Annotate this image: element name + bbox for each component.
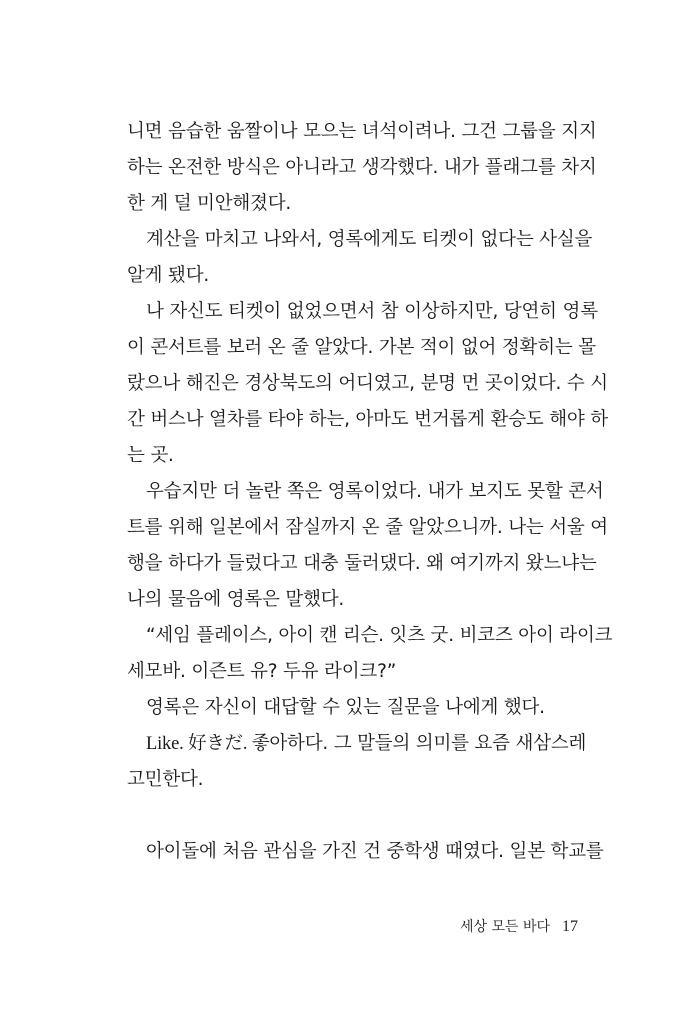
- text-line: 니면 음습한 움짤이나 모으는 녀석이려나. 그건 그룹을 지지: [127, 121, 597, 142]
- korean-text: 좋아하다. 그 말들의 의미를 요즘 새삼스레: [251, 733, 587, 754]
- text-line: 세모바. 이즌트 유? 두유 라이크?”: [127, 661, 397, 682]
- latin-word: Like.: [146, 734, 188, 754]
- page-number: 17: [562, 918, 579, 935]
- text-line: 는 곳.: [127, 445, 174, 466]
- text-line: 이 콘서트를 보러 온 줄 알았다. 가본 적이 없어 정확히는 몰: [127, 337, 596, 358]
- text-line-mixed: [127, 726, 587, 762]
- text-line: 우습지만 더 놀란 쪽은 영록이었다. 내가 보지도 못할 콘서: [146, 481, 604, 502]
- text-line: 알게 됐다.: [127, 265, 210, 286]
- body-text: [127, 114, 613, 870]
- text-line: 랐으나 해진은 경상북도의 어디였고, 분명 먼 곳이었다. 수 시: [127, 373, 608, 394]
- japanese-word: 好きだ.: [187, 734, 252, 754]
- text-line: 나의 물음에 영록은 말했다.: [127, 589, 345, 610]
- text-line: 아이돌에 처음 관심을 가진 건 중학생 때였다. 일본 학교를: [146, 841, 604, 862]
- text-line: 하는 온전한 방식은 아니라고 생각했다. 내가 플래그를 차지: [127, 157, 597, 178]
- running-title: 세상 모든 바다: [460, 919, 551, 935]
- text-line: 간 버스나 열차를 타야 하는, 아마도 번거롭게 환승도 해야 하: [127, 409, 608, 430]
- text-line: 행을 하다가 들렀다고 대충 둘러댔다. 왜 여기까지 왔느냐는: [127, 553, 597, 574]
- text-line: 영록은 자신이 대답할 수 있는 질문을 나에게 했다.: [146, 697, 545, 718]
- text-line: 트를 위해 일본에서 잠실까지 온 줄 알았으니까. 나는 서울 여: [127, 517, 608, 538]
- page-footer: [460, 916, 580, 936]
- section-break: [127, 798, 577, 834]
- text-line: “세임 플레이스, 아이 캔 리슨. 잇츠 굿. 비코즈 아이 라이크: [146, 625, 613, 646]
- text-line: 계산을 마치고 나와서, 영록에게도 티켓이 없다는 사실을: [146, 229, 593, 250]
- text-line: 나 자신도 티켓이 없었으면서 참 이상하지만, 당연히 영록: [146, 301, 598, 322]
- text-line: 한 게 덜 미안해졌다.: [127, 193, 292, 214]
- text-line: 고민한다.: [127, 769, 204, 790]
